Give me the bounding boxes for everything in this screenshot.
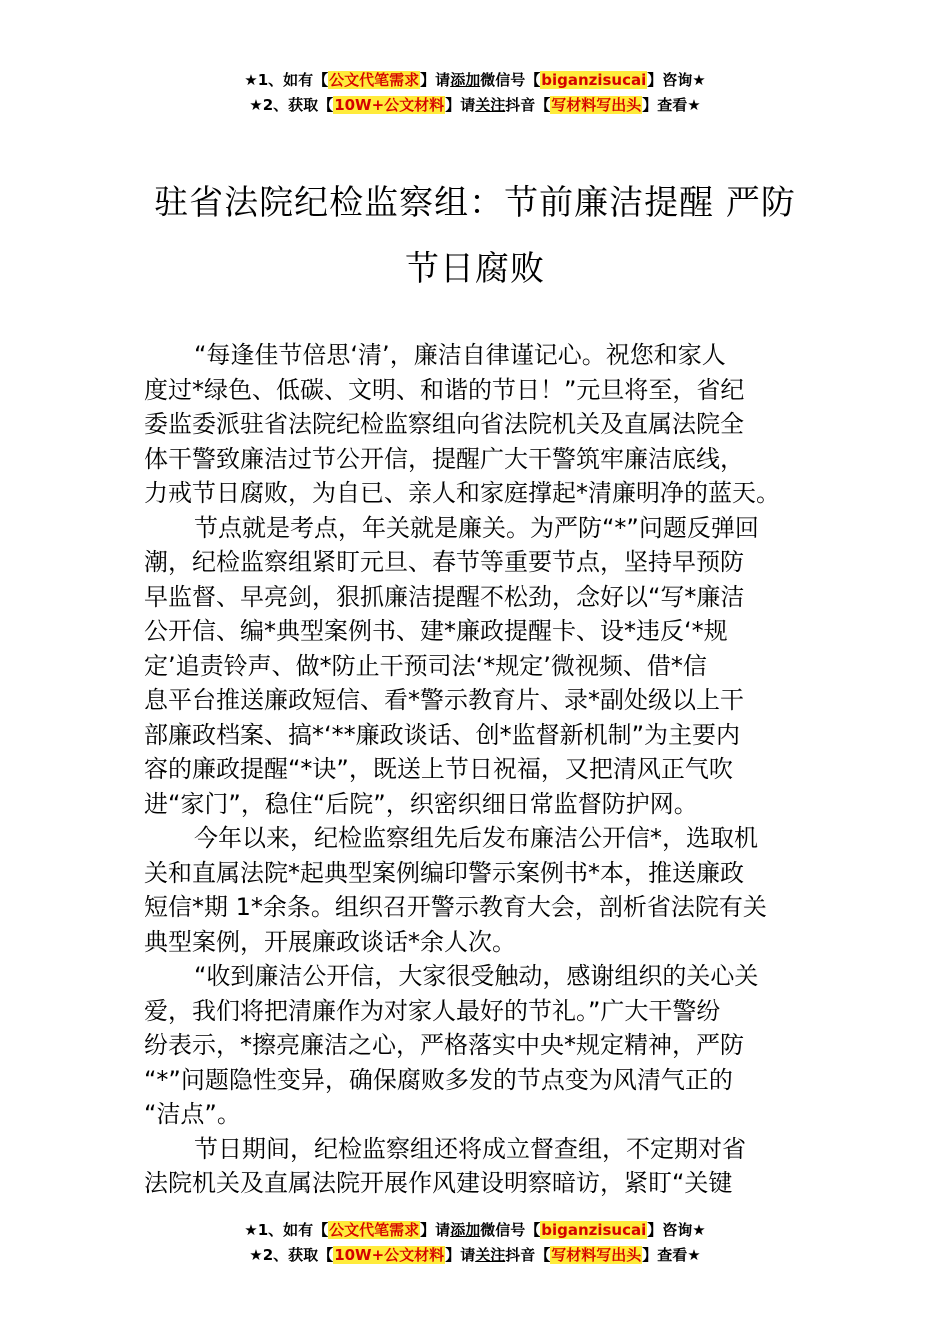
body-line: 法院机关及直属法院开展作风建设明察暗访，紧盯“关键	[144, 1169, 733, 1197]
banner-highlight: 写材料写出头	[551, 96, 642, 114]
body-line: 度过*绿色、低碳、文明、和谐的节日！”元旦将至，省纪	[144, 375, 745, 404]
banner-text: 抖音【	[505, 96, 551, 114]
body-line: 爱，我们将把清廉作为对家人最好的节礼。”广大干警纷	[144, 996, 721, 1025]
body-line: 早监督、早亮剑，狠抓廉洁提醒不松劲，念好以“写*廉洁	[144, 582, 745, 611]
body-line: 容的廉政提醒“*诀”，既送上节日祝福，又把清风正气吹	[144, 755, 733, 783]
body-line: “每逢佳节倍思‘清’，廉洁自律谨记心。祝您和家人	[194, 341, 726, 369]
body-line: 力戒节日腐败，为自已、亲人和家庭撑起*清廉明净的蓝天。	[144, 479, 780, 507]
banner-highlight: biganzisucai	[541, 71, 647, 89]
banner-text: 】请	[445, 96, 476, 114]
title-line-2: 节日腐败	[405, 249, 545, 289]
banner-highlight: 10W+公文材料	[334, 1246, 445, 1264]
footer-banner	[0, 1218, 950, 1268]
body-line: 短信*期 1*余条。组织召开警示教育大会，剖析省法院有关	[144, 893, 767, 921]
banner-line-2	[0, 1243, 950, 1268]
header-banner	[0, 68, 950, 118]
banner-text: 】请	[420, 1221, 451, 1239]
banner-text: ★2、获取【	[249, 96, 334, 114]
banner-text: 】咨询★	[647, 71, 706, 89]
banner-text: 微信号【	[480, 71, 541, 89]
body-line: 息平台推送廉政短信、看*警示教育片、录*副处级以上干	[144, 686, 744, 714]
banner-highlight: biganzisucai	[541, 1221, 647, 1239]
body-line: 部廉政档案、搞*‘**廉政谈话、创*监督新机制”为主要内	[144, 720, 741, 749]
banner-text: ★1、如有【	[244, 1221, 329, 1239]
body-line: 进“家门”，稳住“后院”，织密织细日常监督防护网。	[144, 789, 698, 818]
banner-text: 】咨询★	[647, 1221, 706, 1239]
body-line: 纷表示，*擦亮廉洁之心，严格落实中央*规定精神，严防	[144, 1031, 744, 1059]
document-title	[130, 170, 820, 302]
banner-text: 】请	[445, 1246, 476, 1264]
title-line-1: 驻省法院纪检监察组：节前廉洁提醒 严防	[154, 183, 796, 223]
banner-text: 抖音【	[505, 1246, 551, 1264]
banner-line-2	[0, 93, 950, 118]
body-line: 公开信、编*典型案例书、建*廉政提醒卡、设*违反‘*规	[144, 617, 728, 645]
body-line: 节日期间，纪检监察组还将成立督查组，不定期对省	[194, 1134, 746, 1163]
banner-text: 】查看★	[642, 96, 701, 114]
banner-line-1	[0, 1218, 950, 1243]
body-line: 潮，纪检监察组紧盯元旦、春节等重要节点，坚持早预防	[144, 548, 744, 576]
banner-text: 】查看★	[642, 1246, 701, 1264]
body-line: “*”问题隐性变异，确保腐败多发的节点变为风清气正的	[144, 1065, 733, 1094]
body-line: 委监委派驻省法院纪检监察组向省法院机关及直属法院全	[144, 410, 744, 438]
body-line: 典型案例，开展廉政谈话*余人次。	[144, 927, 516, 956]
banner-underlined-text: 添加	[450, 71, 481, 89]
body-line: 定’追责铃声、做*防止干预司法‘*规定’微视频、借*信	[144, 651, 707, 680]
document-body	[144, 338, 814, 1201]
body-line: 关和直属法院*起典型案例编印警示案例书*本，推送廉政	[144, 858, 744, 887]
banner-highlight: 公文代笔需求	[329, 71, 420, 89]
banner-text: ★2、获取【	[249, 1246, 334, 1264]
body-line: 体干警致廉洁过节公开信，提醒广大干警筑牢廉洁底线，	[144, 444, 744, 473]
banner-text: ★1、如有【	[244, 71, 329, 89]
banner-text: 】请	[420, 71, 451, 89]
banner-highlight: 10W+公文材料	[334, 96, 445, 114]
body-line: 今年以来，纪检监察组先后发布廉洁公开信*，选取机	[194, 824, 758, 852]
banner-underlined-text: 添加	[450, 1221, 481, 1239]
banner-highlight: 公文代笔需求	[329, 1221, 420, 1239]
banner-underlined-text: 关注	[475, 96, 506, 114]
banner-highlight: 写材料写出头	[551, 1246, 642, 1264]
banner-line-1	[0, 68, 950, 93]
body-line: 节点就是考点，年关就是廉关。为严防“*”问题反弹回	[194, 513, 759, 542]
banner-underlined-text: 关注	[475, 1246, 506, 1264]
body-line: “洁点”。	[144, 1100, 241, 1128]
banner-text: 微信号【	[480, 1221, 541, 1239]
body-line: “收到廉洁公开信，大家很受触动，感谢组织的关心关	[194, 962, 759, 990]
